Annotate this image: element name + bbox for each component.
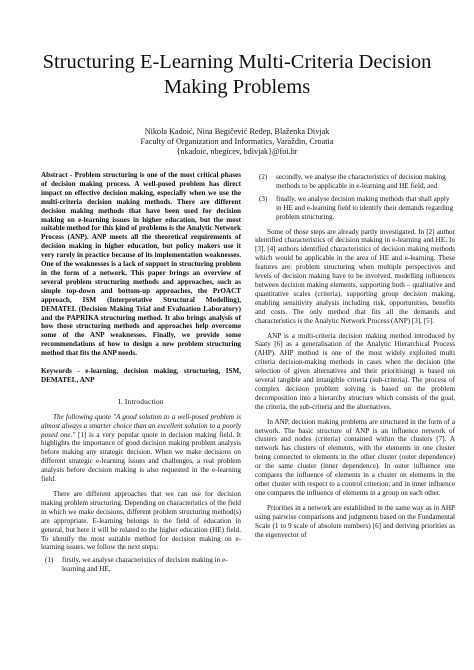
list-item	[255, 173, 455, 191]
keywords: Keywords - e-learning, decision making, structuring, ISM, DEMATEL, ANP	[41, 367, 241, 384]
author-names: Nikola Kadoić, Nina Begičević Ređep, Blaženka Divjak	[144, 127, 330, 136]
intro-quote: The following quote "A good solution to a well-posed problem is almost always a smarter choice than an excellent solution to a poorly posed one."	[41, 412, 241, 439]
left-column	[41, 171, 241, 578]
step-number: (1)	[45, 556, 54, 565]
step-number: (3)	[259, 194, 268, 203]
author-emails: {nkadoic, nbegicev, bdivjak}@foi.hr	[176, 147, 298, 156]
paper-title: Structuring E-Learning Multi-Criteria Decision Making Problems	[42, 51, 432, 98]
step-number: (2)	[259, 173, 268, 181]
right-column	[255, 173, 455, 539]
author-affiliation: Faculty of Organization and Informatics, Varaždin, Croatia	[140, 137, 334, 146]
intro-paragraph-2: There are different approaches that we can use for decision making problem structuring. Depending on characteristics of the field in which we make decisions, different problem structuring method(s) are appropriate. E-learning belongs to the field of education in general, but here it will be related to the higher education (HE) field. To identify the most suitable method for decision making on e-learning issues, we follow the next steps:	[41, 490, 241, 552]
step-text: finally, we analyse decision making methods that shall apply in HE and e-learning field to identify their demands regarding problem structuring.	[276, 194, 454, 221]
body-paragraph-4: Priorities in a network are established in the same way as in AHP using pairwise comparisons and judgments based on the Fundamental Scale (1 to 9 scale of absolute numbers) [6] and deriving priorities as the eigenvector of	[255, 503, 455, 539]
steps-list-right	[255, 173, 455, 222]
abstract: Abstract - Problem structuring is one of the most critical phases of decision making process. A well-posed problem has direct impact on effective decision making, especially when we use the multi-criteria decision making methods. There are different decision making methods that have been used for decision making on e-learning issues in higher education, but the most suitable method for this kind of problems is the Analytic Network Process (ANP). ANP meets all the theoretical requirements of decision making in higher education, but policy makers use it very rarely in practice because of its implementation weaknesses. One of the weaknesses is a lack of support in structuring problem in the form of a network. This paper brings an overview of several problem structuring methods and approaches, such as simple top-down and bottom-up approaches, the PrOACT approach, ISM (Interpretative Structural Modelling), DEMATEL (Decision Making Trial and Evaluation Laboratory) and the PAPRIKA structuring method. It also brings analysis of how those structuring methods and approaches help overcome some of the ANP weaknesses. Finally, we provide some recommendations of how to design a new problem structuring method that fits the ANP needs.	[41, 171, 241, 358]
list-item	[255, 195, 455, 222]
body-paragraph-1: Some of those steps are already partly investigated. In [2] author identified characteristics of decision making in e-learning and HE. In [3], [4] authors identified characteristics of decision making methods which would be applicable in the area of HE and e-learning. These features are: problem structuring when multiple perspectives and levels of decision making have to be involved, modelling influences between decision making elements, supporting both – qualitative and quantitative scales (criteria), supporting group decision making, enabling sensitivity analysis including risk, opportunities, benefits and costs. The only method that fits all the demands and characteristics is the Analytic Network Process (ANP) [3], [5].	[255, 227, 455, 325]
author-block	[40, 127, 434, 157]
step-text: firstly, we analyse characteristics of decision making in e-learning and HE,	[62, 556, 228, 574]
intro-paragraph-1	[41, 413, 241, 484]
intro-paragraph-1-text: [1] is a very popular quote in decision making field. It highlights the importance of good decision making problem analysis before making any strategic decision. When we make decisions on different strategic e-learning issues and challenges, a real problem analysis before decision making is also requested in the e-learning field.	[41, 430, 241, 484]
step-text: secondly, we analyse the characteristics of decision making methods to be applicable in e-learning and HE field, and	[276, 173, 446, 190]
list-item	[41, 556, 241, 574]
steps-list-left	[41, 556, 241, 574]
body-paragraph-2: ANP is a multi-criteria decision making method introduced by Saaty [6] as a generalisation of the Analytic Hierarchical Process (AHP). AHP method is one of the most widely exploited multi criteria decision-making methods in cases when the decision (the selection of given alternatives and their prioritising) is based on several tangible and intangible criteria (sub-criteria). The process of complex decision problem solving is based on the problem decomposition into a hierarchy structure which consists of the goal, the criteria, the sub-criteria and the alternatives.	[255, 331, 455, 411]
section-heading-introduction: I. Introduction	[118, 396, 164, 406]
body-paragraph-3: In ANP, decision making problems are structured in the form of a network. The basic structure of ANP is an influence network of clusters and nodes (criteria) contained within the clusters [7]. A network has clusters of elements, with the elements in one cluster being connected to elements in the other cluster (outer dependence) or the same cluster (inner dependence). In outer influence one compares the influence of elements in a cluster on elements in the other cluster with respect to a control criterion; and in inner influence one compares the influence of elements in a group on each other.	[255, 417, 455, 497]
